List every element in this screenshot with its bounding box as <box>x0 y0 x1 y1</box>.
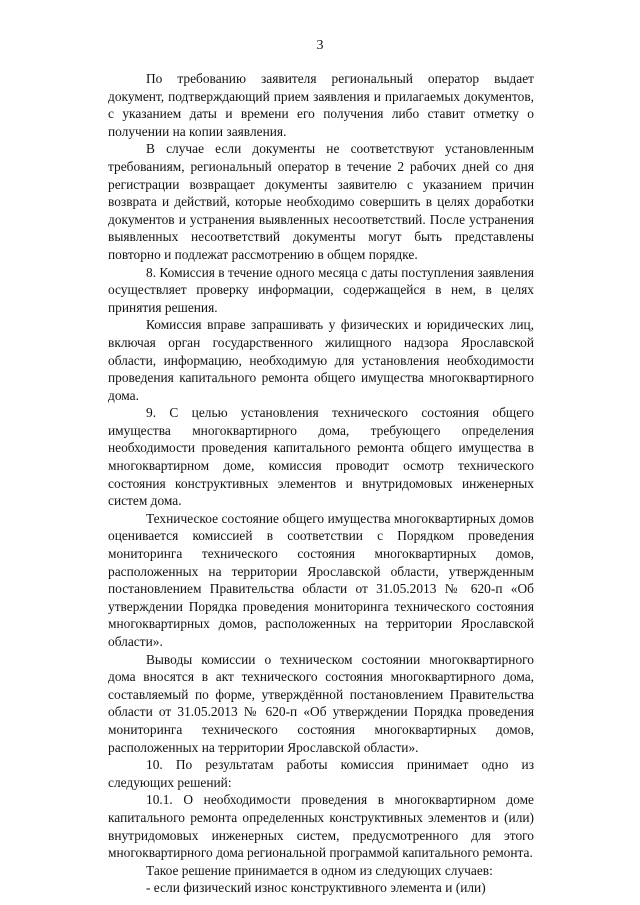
paragraph-decision-cases: Такое решение принимается в одном из следующих случаев: <box>146 862 493 878</box>
paragraph-acknowledgement: По требованию заявителя региональный оператор выдает документ, подтверждающий прием заявления и прилагаемых документов, с указанием даты и времени его получения либо ставит отметку о получении на копии заявления. <box>108 71 534 139</box>
paragraph-item-10: 10. По результатам работы комиссия принимает одно из следующих решений: <box>108 757 534 790</box>
paragraph-physical-wear: - если физический износ конструктивного элемента и (или) <box>146 880 486 896</box>
paragraph-item-8: 8. Комиссия в течение одного месяца с даты поступления заявления осуществляет проверку информации, содержащейся в нем, в целях принятия решения. <box>108 264 534 315</box>
paragraph-commission-requests: Комиссия вправе запрашивать у физических и юридических лиц, включая орган государственного жилищного надзора Ярославской области, информацию, необходимую для установления необходимости проведения капитального ремонта общего имущества многоквартирного дома. <box>108 317 534 403</box>
document-body <box>108 70 534 897</box>
page-number: 3 <box>316 38 324 53</box>
paragraph-document-return: В случае если документы не соответствуют установленным требованиям, региональный оператор в течение 2 рабочих дней со дня регистрации возвращает документы заявителю с указанием причин возврата и действий, которые необходимо совершить в целях доработки документов и устранения выявленных несоответствий. После устранения выявленных несоответствий документы могут быть представлены повторно и подлежат рассмотрению в общем порядке. <box>108 141 534 262</box>
paragraph-technical-state: Техническое состояние общего имущества многоквартирных домов оценивается комиссией в соответствии с Порядком проведения мониторинга технического состояния многоквартирных домов, расположенных на территории Ярославской области, утвержденным постановлением Правительства области от 31.05.2013 № 620-п «Об утверждении Порядка проведения мониторинга технического состояния многоквартирных домов, расположенных на территории Ярославской области». <box>108 510 534 649</box>
paragraph-item-10-1: 10.1. О необходимости проведения в многоквартирном доме капитального ремонта определенных конструктивных элементов и (или) внутридомовых инженерных систем, предусмотренного для этого многоквартирного дома региональной программой капитального ремонта. <box>108 792 534 861</box>
paragraph-item-9: 9. С целью установления технического состояния общего имущества многоквартирного дома, требующего определения необходимости проведения капитального ремонта общего имущества в многоквартирном доме, комиссия проводит осмотр технического состояния конструктивных элементов и внутридомовых инженерных систем дома. <box>108 405 534 509</box>
paragraph-commission-conclusions: Выводы комиссии о техническом состоянии многоквартирного дома вносятся в акт технического состояния многоквартирного дома, составляемый по форме, утверждённой постановлением Правительства области от 31.05.2013 № 620-п «Об утверждении Порядка проведения мониторинга технического состояния многоквартирных домов, расположенных на территории Ярославской области». <box>108 651 534 755</box>
